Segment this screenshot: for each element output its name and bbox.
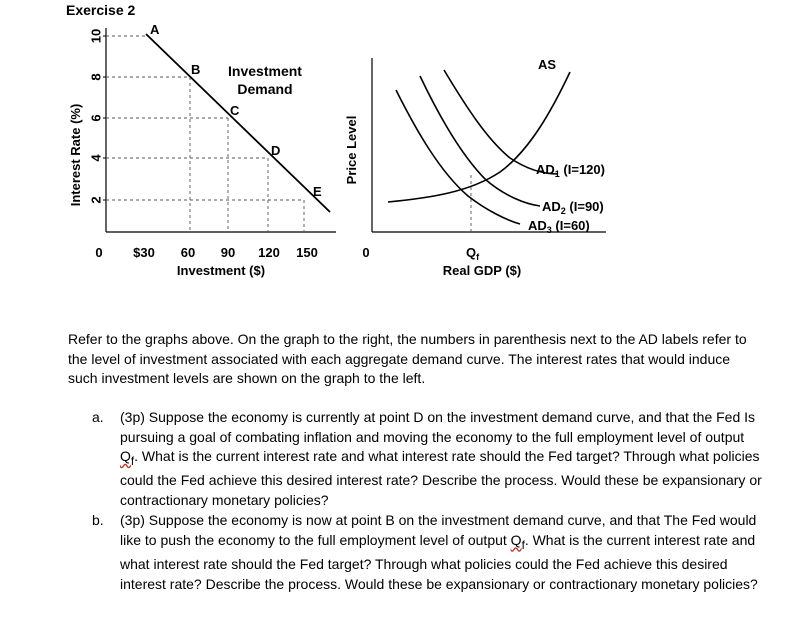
as-curve	[388, 72, 570, 202]
ad-as-graph	[344, 57, 606, 278]
investment-demand-curve	[146, 34, 330, 212]
curve-label-line1: Investment	[228, 63, 302, 79]
question-label: b.	[92, 512, 104, 529]
question-text: (3p) Suppose the economy is now at point B on the investment demand curve, and that The Fed would like to push the economy to the full employment level of output $Q_f$. What is the current interest rate and what interest rate should the Fed target? Through what policies could the Fed achieve this desired interest rate? Describe the process. Would these be expansionary or contractionary monetary policies?	[120, 512, 758, 592]
ytick-label: 6	[88, 114, 104, 122]
ad1-label: $AD_1$ (I=120)	[536, 162, 605, 179]
qf-symbol: $Q_f$	[510, 531, 525, 552]
ytick-label: 8	[88, 73, 104, 81]
right-xlabel: Real GDP ($)	[442, 263, 522, 278]
exercise-title: Exercise 2	[66, 2, 136, 18]
left-origin: 0	[95, 245, 103, 260]
point-label-d: D	[271, 143, 281, 158]
qf-symbol: $Q_f$	[120, 448, 135, 468]
xtick-label: 90	[220, 245, 236, 260]
xtick-label: 150	[296, 245, 318, 260]
right-origin: 0	[362, 245, 370, 260]
as-label: AS	[538, 57, 557, 72]
xtick-label: 60	[180, 245, 196, 260]
left-xlabel: Investment ($)	[176, 263, 266, 278]
point-label-e: E	[313, 184, 322, 199]
ytick-label: 2	[88, 196, 104, 204]
ytick-label: 4	[88, 154, 104, 162]
question-list	[92, 408, 762, 595]
xtick-label: 120	[258, 245, 280, 260]
left-ylabel: Interest Rate (%)	[68, 103, 83, 207]
question-a	[92, 408, 762, 510]
ad2-label: $AD_2$ (I=90)	[542, 199, 604, 216]
qf-tick-label: $Q_f$	[466, 245, 480, 262]
right-ylabel: Price Level	[344, 115, 359, 185]
question-text: (3p) Suppose the economy is currently at point D on the investment demand curve, and that the Fed Is pursuing a goal of combating inflation and moving the economy to the full employment level of output $Q_f$. What is the current interest rate and what interest rate should the Fed target? Through what policies could the Fed achieve this desired interest rate? Describe the process. Would these be expansionary or contractionary monetary policies?	[120, 409, 762, 508]
instructions-paragraph: Refer to the graphs above. On the graph to the right, the numbers in parenthesis next to the AD labels refer to the level of investment associated with each aggregate demand curve. The interest rates that would induce such investment levels are shown on the graph to the left.	[68, 331, 747, 386]
investment-demand-graph	[68, 22, 336, 278]
point-label-c: C	[230, 103, 240, 118]
point-label-b: B	[191, 62, 201, 77]
question-label: a.	[92, 409, 104, 425]
ad1-curve	[444, 70, 558, 174]
graphs-figure	[0, 0, 812, 300]
point-label-a: A	[150, 22, 160, 37]
question-b	[92, 511, 762, 594]
ad3-label: $AD_3$ (I=60)	[528, 218, 590, 235]
ad3-curve	[396, 90, 520, 224]
curve-label-line2: Demand	[237, 81, 293, 97]
ytick-label: 10	[88, 28, 104, 44]
xtick-label: $30	[133, 245, 155, 260]
ad2-curve	[420, 76, 540, 206]
